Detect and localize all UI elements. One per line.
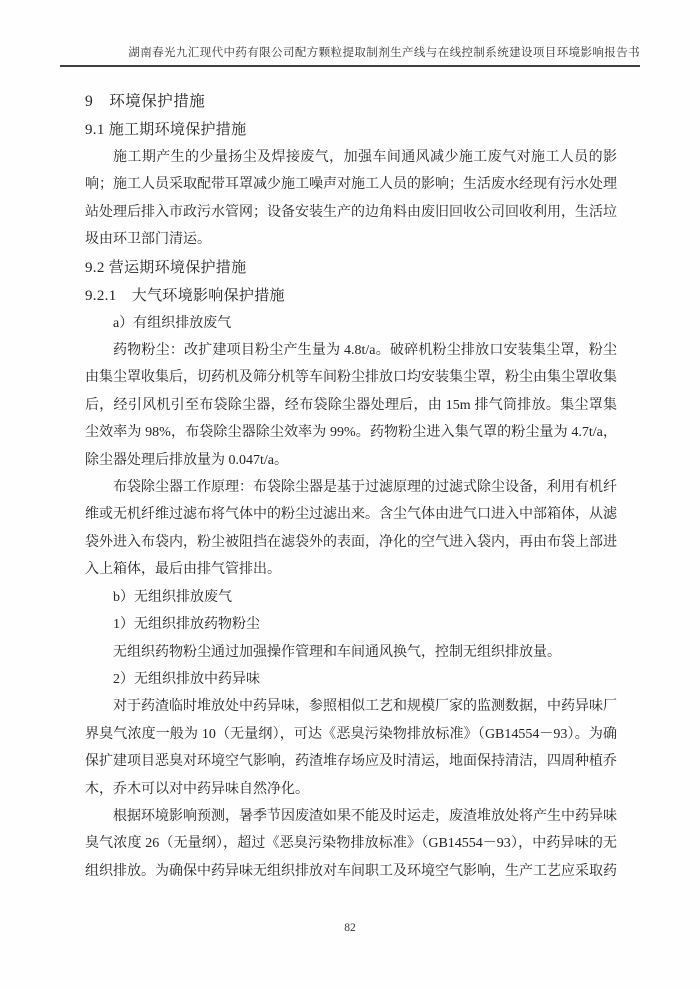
- paragraph-odor-monitoring: 对于药渣临时堆放处中药异味，参照相似工艺和规模厂家的监测数据，中药异味厂界臭气浓度一般为 10（无量纲），可达《恶臭污染物排放标准》（GB14554－93）。为确保扩建项目恶臭对环境空气影响，药渣堆存场应及时清运，地面保持清洁，四周种植乔木，乔木可以对中药异味自然净化。: [85, 699, 617, 797]
- paragraph-construction-period: 施工期产生的少量扬尘及焊接废气，加强车间通风减少施工废气对施工人员的影响；施工人员采取配带耳罩减少施工噪声对施工人员的影响；生活废水经现有污水处理站处理后排入市政污水管网；设备安装生产的边角料由废旧回收公司回收利用，生活垃圾由环卫部门清运。: [85, 150, 617, 248]
- list-item-a-organized-emission: a）有组织排放废气: [113, 315, 232, 331]
- running-header-title: 湖南春光九汇现代中药有限公司配方颗粒提取制剂生产线与在线控制系统建设项目环境影响报告书: [128, 47, 640, 59]
- document-body: [85, 88, 617, 885]
- list-item-2-tcm-odor: 2）无组织排放中药异味: [113, 671, 260, 687]
- section-heading-9-2: 9.2 营运期环境保护措施: [85, 259, 247, 276]
- list-item-1-fugitive-dust: 1）无组织排放药物粉尘: [113, 617, 260, 633]
- paragraph-drug-dust: 药物粉尘：改扩建项目粉尘产生量为 4.8t/a。破碎机粉尘排放口安装集尘罩，粉尘由集尘罩收集后，切药机及筛分机等车间粉尘排放口均安装集尘罩，粉尘由集尘罩收集后，经引风机引至布袋除尘器，经布袋除尘器处理后，由 15m 排气筒排放。集尘罩集尘效率为 98%，布袋除尘器除尘效率为 99%。药物粉尘进入集气罩的粉尘量为 4.7t/a，除尘器处理后排放量为 0.047t/a。: [85, 343, 617, 468]
- paragraph-fugitive-dust-control: 无组织药物粉尘通过加强操作管理和车间通风换气，控制无组织排放量。: [113, 644, 561, 660]
- page-header: [60, 0, 640, 67]
- section-heading-9: 9 环境保护措施: [85, 93, 206, 110]
- page-number: 82: [344, 922, 356, 934]
- paragraph-baghouse-principle: 布袋除尘器工作原理：布袋除尘器是基于过滤原理的过滤式除尘设备，利用有机纤维或无机纤维过滤布将气体中的粉尘过滤出来。含尘气体由进气口进入中部箱体，从滤袋外进入布袋内，粉尘被阻挡在滤袋外的表面，净化的空气进入袋内，再由布袋上部进入上箱体，最后由排气管排出。: [85, 480, 617, 578]
- list-item-b-fugitive-emission: b）无组织排放废气: [113, 589, 232, 605]
- page-footer: [0, 922, 700, 934]
- section-heading-9-1: 9.1 施工期环境保护措施: [85, 122, 247, 138]
- section-heading-9-2-1: 9.2.1 大气环境影响保护措施: [85, 287, 285, 304]
- header-rule: [60, 65, 640, 67]
- paragraph-odor-prediction: 根据环境影响预测，暑季节因废渣如果不能及时运走，废渣堆放处将产生中药异味臭气浓度 26（无量纲），超过《恶臭污染物排放标准》（GB14554－93），中药异味的无组织排放。为确保中药异味无组织排放对车间职工及环境空气影响，生产工艺应采取药: [85, 808, 617, 879]
